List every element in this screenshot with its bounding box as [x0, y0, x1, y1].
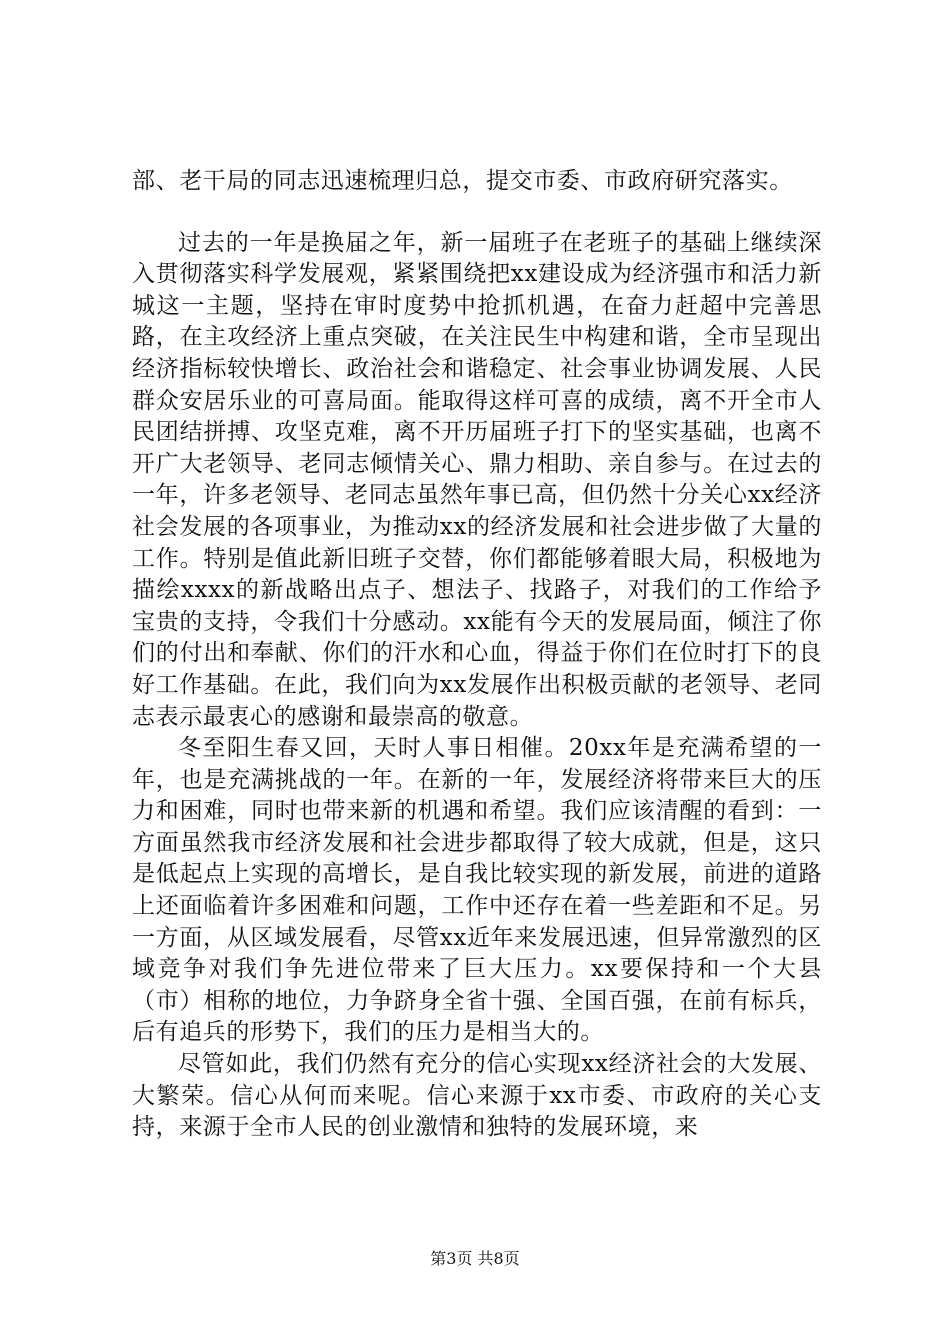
- paragraph-new-year-challenges: 冬至阳生春又回，天时人事日相催。20xx年是充满希望的一年，也是充满挑战的一年。在新的一年，发展经济将带来巨大的压力和困难，同时也带来新的机遇和希望。我们应该清醒的看到：一方面虽然我市经济发展和社会进步都取得了较大成就，但是，这只是低起点上实现的高增长，是自我比较实现的新发展，前进的道路上还面临着许多困难和问题，工作中还存在着一些差距和不足。另一方面，从区域发展看，尽管xx近年来发展迅速，但异常激烈的区域竞争对我们争先进位带来了巨大压力。xx要保持和一个大县（市）相称的地位，力争跻身全省十强、全国百强，在前有标兵，后有追兵的形势下，我们的压力是相当大的。: [132, 735, 822, 1046]
- page-footer-number: 第3页 共8页: [430, 1249, 520, 1268]
- paragraph-continuation: 部、老干局的同志迅速梳理归总，提交市委、市政府研究落实。: [132, 168, 793, 194]
- paragraph-confidence: 尽管如此，我们仍然有充分的信心实现xx经济社会的大发展、大繁荣。信心从何而来呢。信心来源于xx市委、市政府的关心支持，来源于全市人民的创业激情和独特的发展环境，来: [132, 1051, 822, 1141]
- paragraph-past-year: 过去的一年是换届之年，新一届班子在老班子的基础上继续深入贯彻落实科学发展观，紧紧围绕把xx建设成为经济强市和活力新城这一主题，坚持在审时度势中抢抓机遇，在奋力赶超中完善思路，在主攻经济上重点突破，在关注民生中构建和谐，全市呈现出经济指标较快增长、政治社会和谐稳定、社会事业协调发展、人民群众安居乐业的可喜局面。能取得这样可喜的成绩，离不开全市人民团结拼搏、攻坚克难，离不开历届班子打下的坚实基础，也离不开广大老领导、老同志倾情关心、鼎力相助、亲自参与。在过去的一年，许多老领导、老同志虽然年事已高，但仍然十分关心xx经济社会发展的各项事业，为推动xx的经济发展和社会进步做了大量的工作。特别是值此新旧班子交替，你们都能够着眼大局，积极地为描绘xxxx的新战略出点子、想法子、找路子，对我们的工作给予宝贵的支持，令我们十分感动。xx能有今天的发展局面，倾注了你们的付出和奉献、你们的汗水和心血，得益于你们在位时打下的良好工作基础。在此，我们向为xx发展作出积极贡献的老领导、老同志表示最衷心的感谢和最崇高的敬意。: [132, 229, 822, 730]
- document-body: [132, 166, 822, 1144]
